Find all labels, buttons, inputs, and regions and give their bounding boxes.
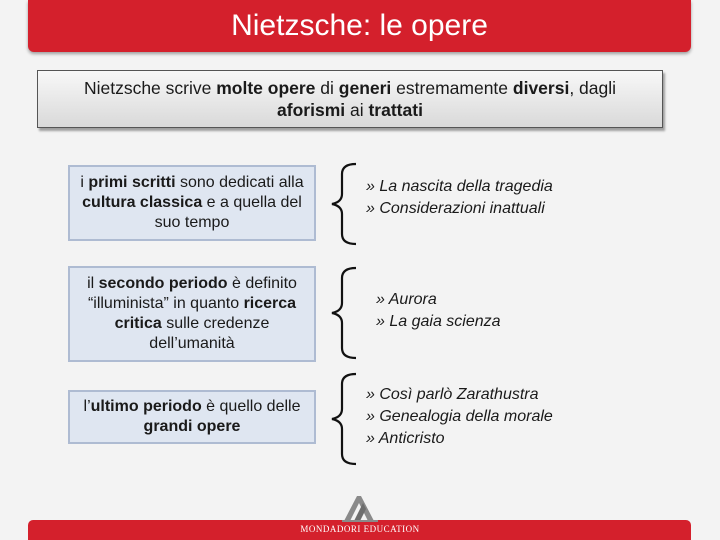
emphasis-text: generi: [338, 78, 392, 98]
period-text-late: [78, 397, 306, 437]
body-text: i: [80, 174, 89, 191]
emphasis-text: ultimo periodo: [90, 398, 202, 415]
intro-box: [37, 70, 663, 128]
intro-text: [48, 77, 652, 121]
period-text-early: [78, 173, 306, 233]
body-text: e a quella del suo tempo: [154, 194, 302, 231]
page-title: Nietzsche: le opere: [231, 9, 488, 42]
body-text: sono dedicati alla: [175, 174, 304, 191]
body-text: è quello delle: [201, 398, 301, 415]
emphasis-text: cultura classica: [82, 194, 203, 211]
work-item: » Così parlò Zarathustra: [366, 386, 539, 403]
body-text: estremamente: [391, 78, 513, 98]
body-text: Nietzsche scrive: [83, 78, 217, 98]
body-text: sulle credenze dell’umanità: [149, 315, 270, 352]
emphasis-text: ricerca critica: [114, 295, 297, 332]
brace-icon-early: [326, 160, 366, 248]
period-text-middle: [78, 274, 306, 354]
period-box-late: [68, 390, 316, 444]
works-list-early: [366, 176, 553, 220]
body-text: il: [87, 275, 99, 292]
emphasis-text: grandi opere: [143, 418, 241, 435]
emphasis-text: molte opere: [216, 78, 316, 98]
works-list-late: [366, 384, 553, 450]
emphasis-text: aforismi: [277, 100, 346, 120]
publisher-name: MONDADORI EDUCATION: [300, 524, 420, 534]
body-text: ai: [345, 100, 369, 120]
body-text: l’: [83, 398, 91, 415]
body-text: di: [315, 78, 339, 98]
emphasis-text: trattati: [368, 100, 423, 120]
emphasis-text: secondo periodo: [98, 275, 228, 292]
title-bar: [28, 0, 691, 52]
emphasis-text: primi scritti: [88, 174, 176, 191]
work-item: » Genealogia della morale: [366, 408, 553, 425]
works-list-middle: [376, 289, 501, 333]
work-item: » La gaia scienza: [376, 313, 501, 330]
work-item: » La nascita della tragedia: [366, 178, 553, 195]
period-box-early: [68, 165, 316, 241]
brace-icon-middle: [326, 264, 366, 362]
emphasis-text: diversi: [512, 78, 570, 98]
work-item: » Considerazioni inattuali: [366, 200, 545, 217]
work-item: » Aurora: [376, 291, 437, 308]
body-text: , dagli: [569, 78, 617, 98]
work-item: » Anticristo: [366, 430, 445, 447]
body-text: è definito “illuminista” in quanto: [87, 275, 297, 312]
period-box-middle: [68, 266, 316, 362]
mondadori-logo-icon: [340, 494, 380, 522]
publisher-logo: [286, 494, 434, 540]
brace-icon-late: [326, 370, 366, 468]
